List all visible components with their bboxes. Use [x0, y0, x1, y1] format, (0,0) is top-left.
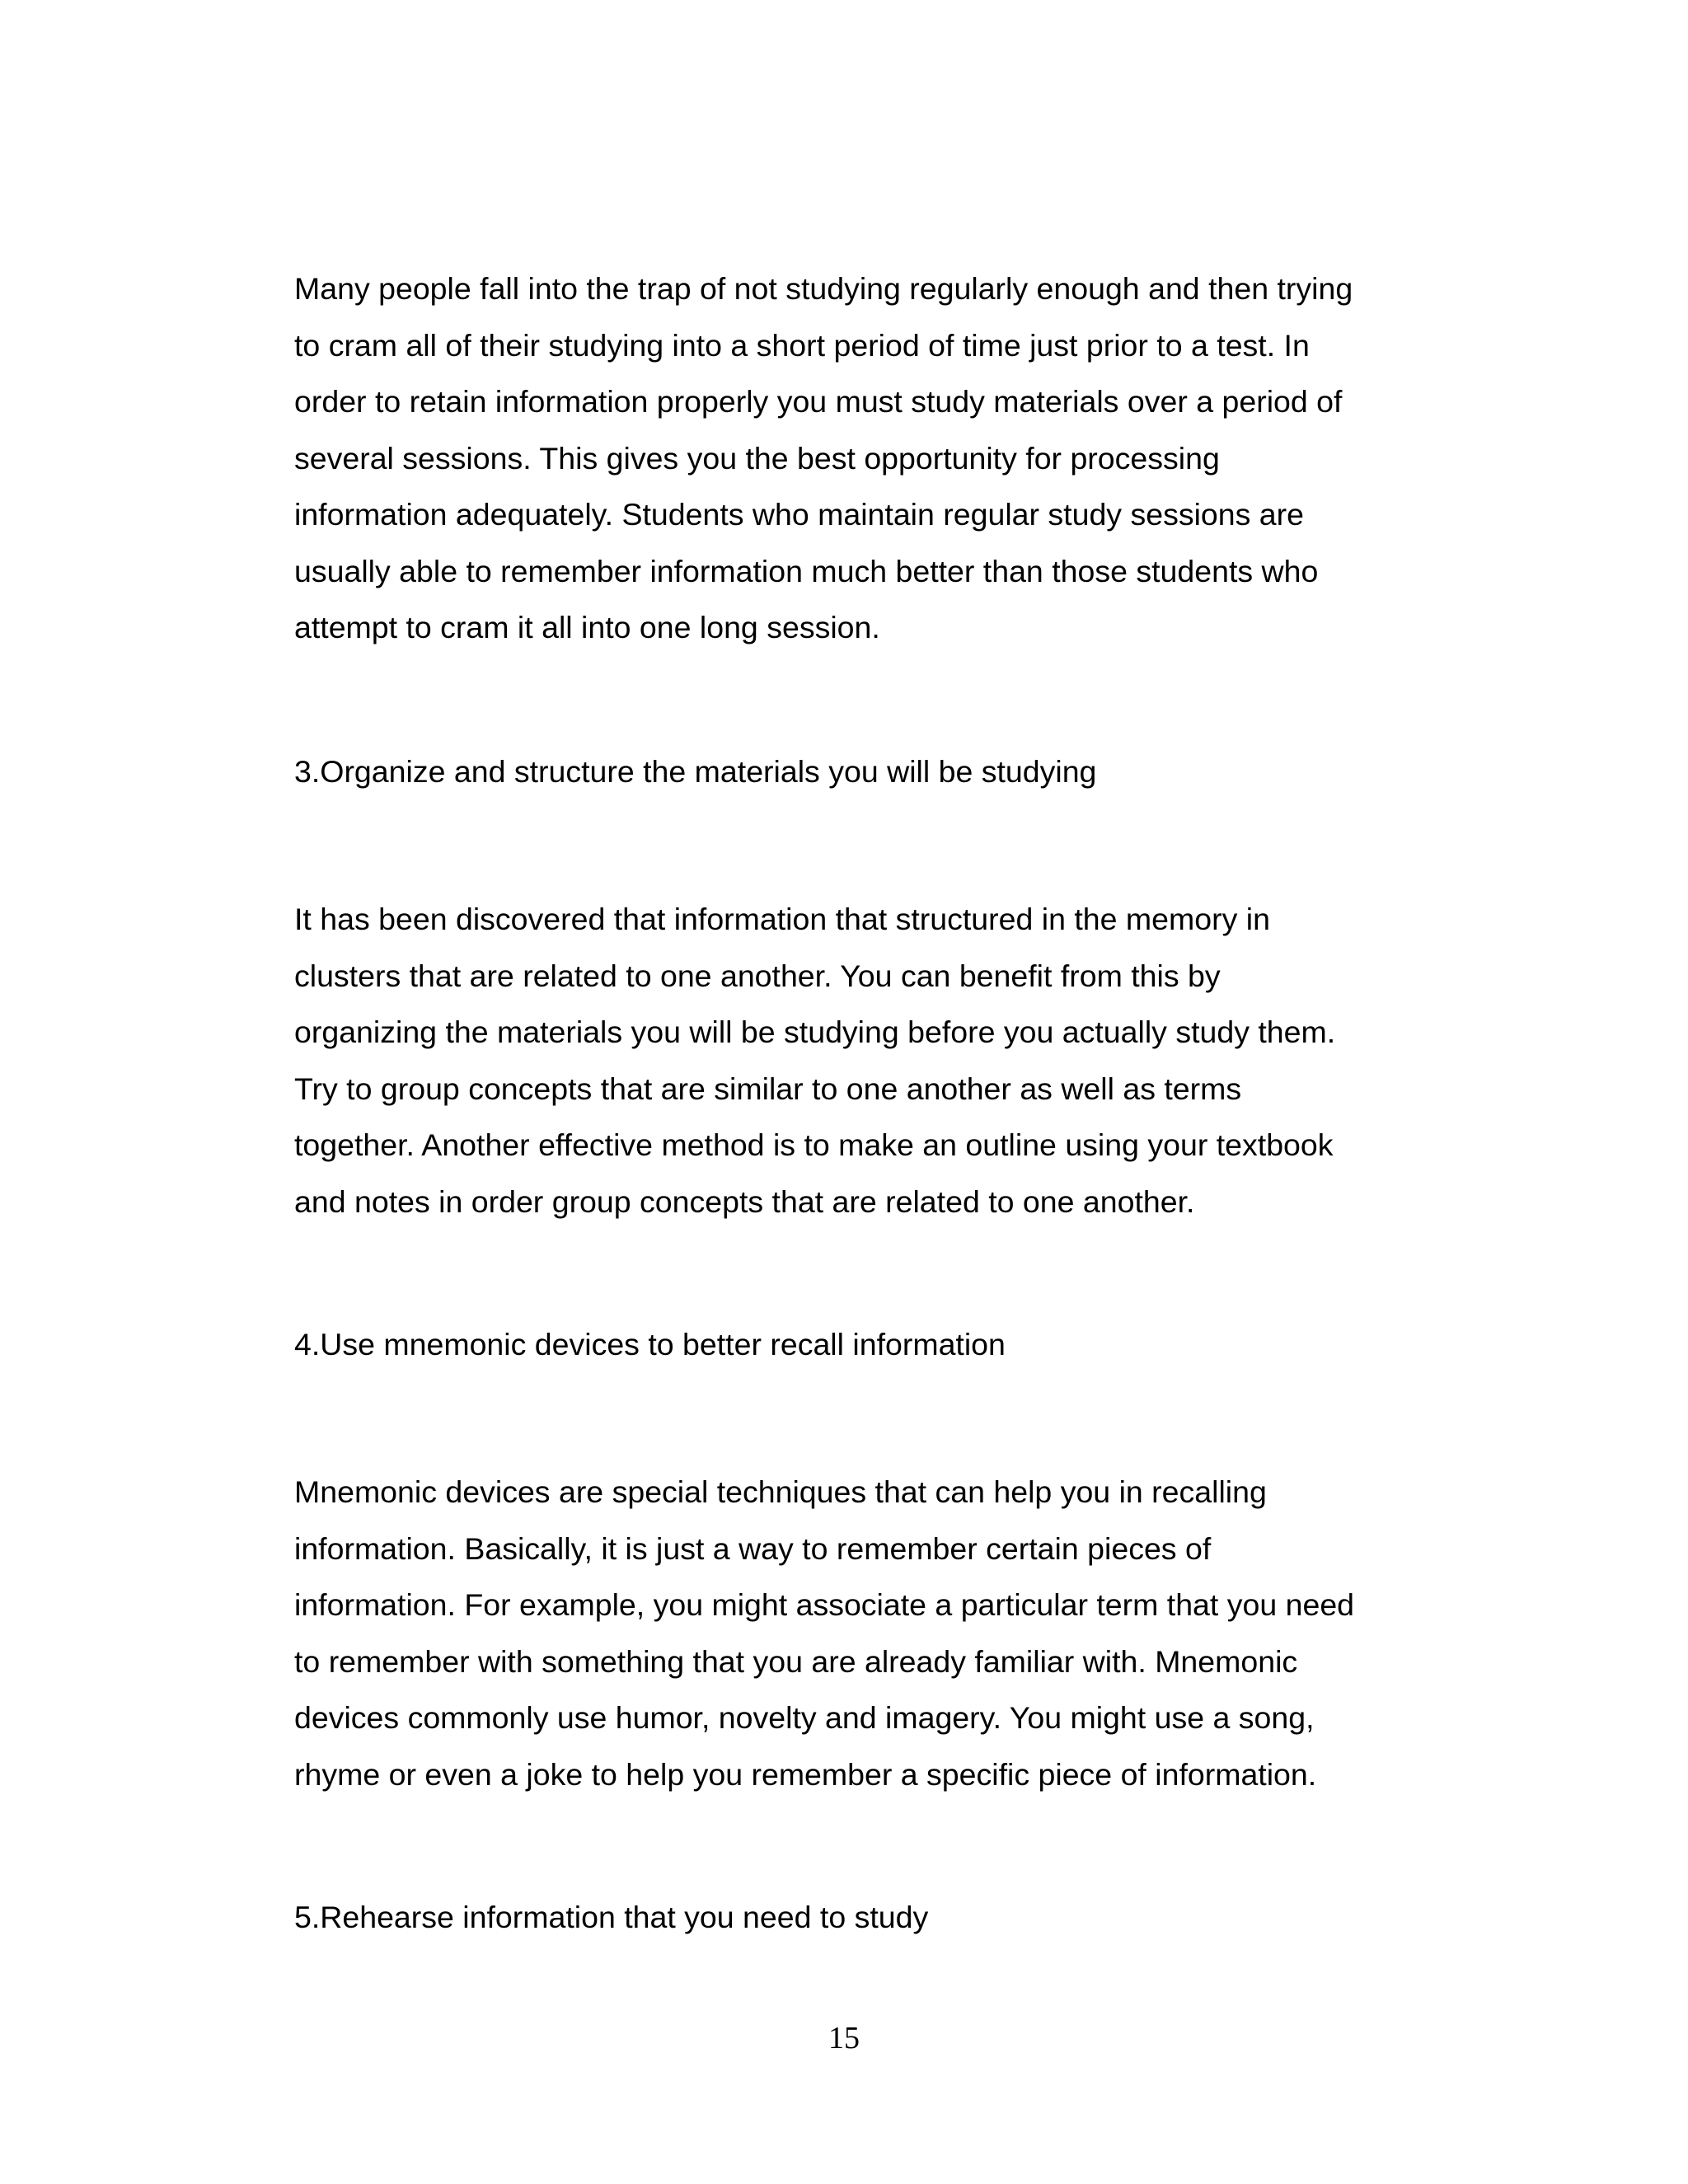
- heading-tip-4: 4.Use mnemonic devices to better recall information: [294, 1327, 1006, 1361]
- paragraph-organize: It has been discovered that information that structured in the memory in clusters that are related to one another. You can benefit from this by organizing the materials you will be studying before you actually study them. Try to group concepts that are similar to one another as well as terms together. Another effective method is to make an outline using your textbook and notes in order group concepts that are related to one another.: [294, 902, 1336, 1219]
- paragraph-cramming: Many people fall into the trap of not studying regularly enough and then trying to cram all of their studying into a short period of time just prior to a test. In order to retain information properly you must study materials over a period of several sessions. This gives you the best opportunity for processing information adequately. Students who maintain regular study sessions are usually able to remember information much better than those students who attempt to cram it all into one long session.: [294, 271, 1353, 644]
- heading-tip-5: 5.Rehearse information that you need to study: [294, 1900, 929, 1934]
- paragraph-mnemonic: Mnemonic devices are special techniques that can help you in recalling information. Basically, it is just a way to remember certain pieces of information. For example, you might associate a particular term that you need to remember with something that you are already familiar with. Mnemonic devices commonly use humor, novelty and imagery. You might use a song, rhyme or even a joke to help you remember a specific piece of information.: [294, 1474, 1355, 1792]
- heading-tip-3: 3.Organize and structure the materials you will be studying: [294, 754, 1097, 789]
- page-number: 15: [828, 2021, 860, 2055]
